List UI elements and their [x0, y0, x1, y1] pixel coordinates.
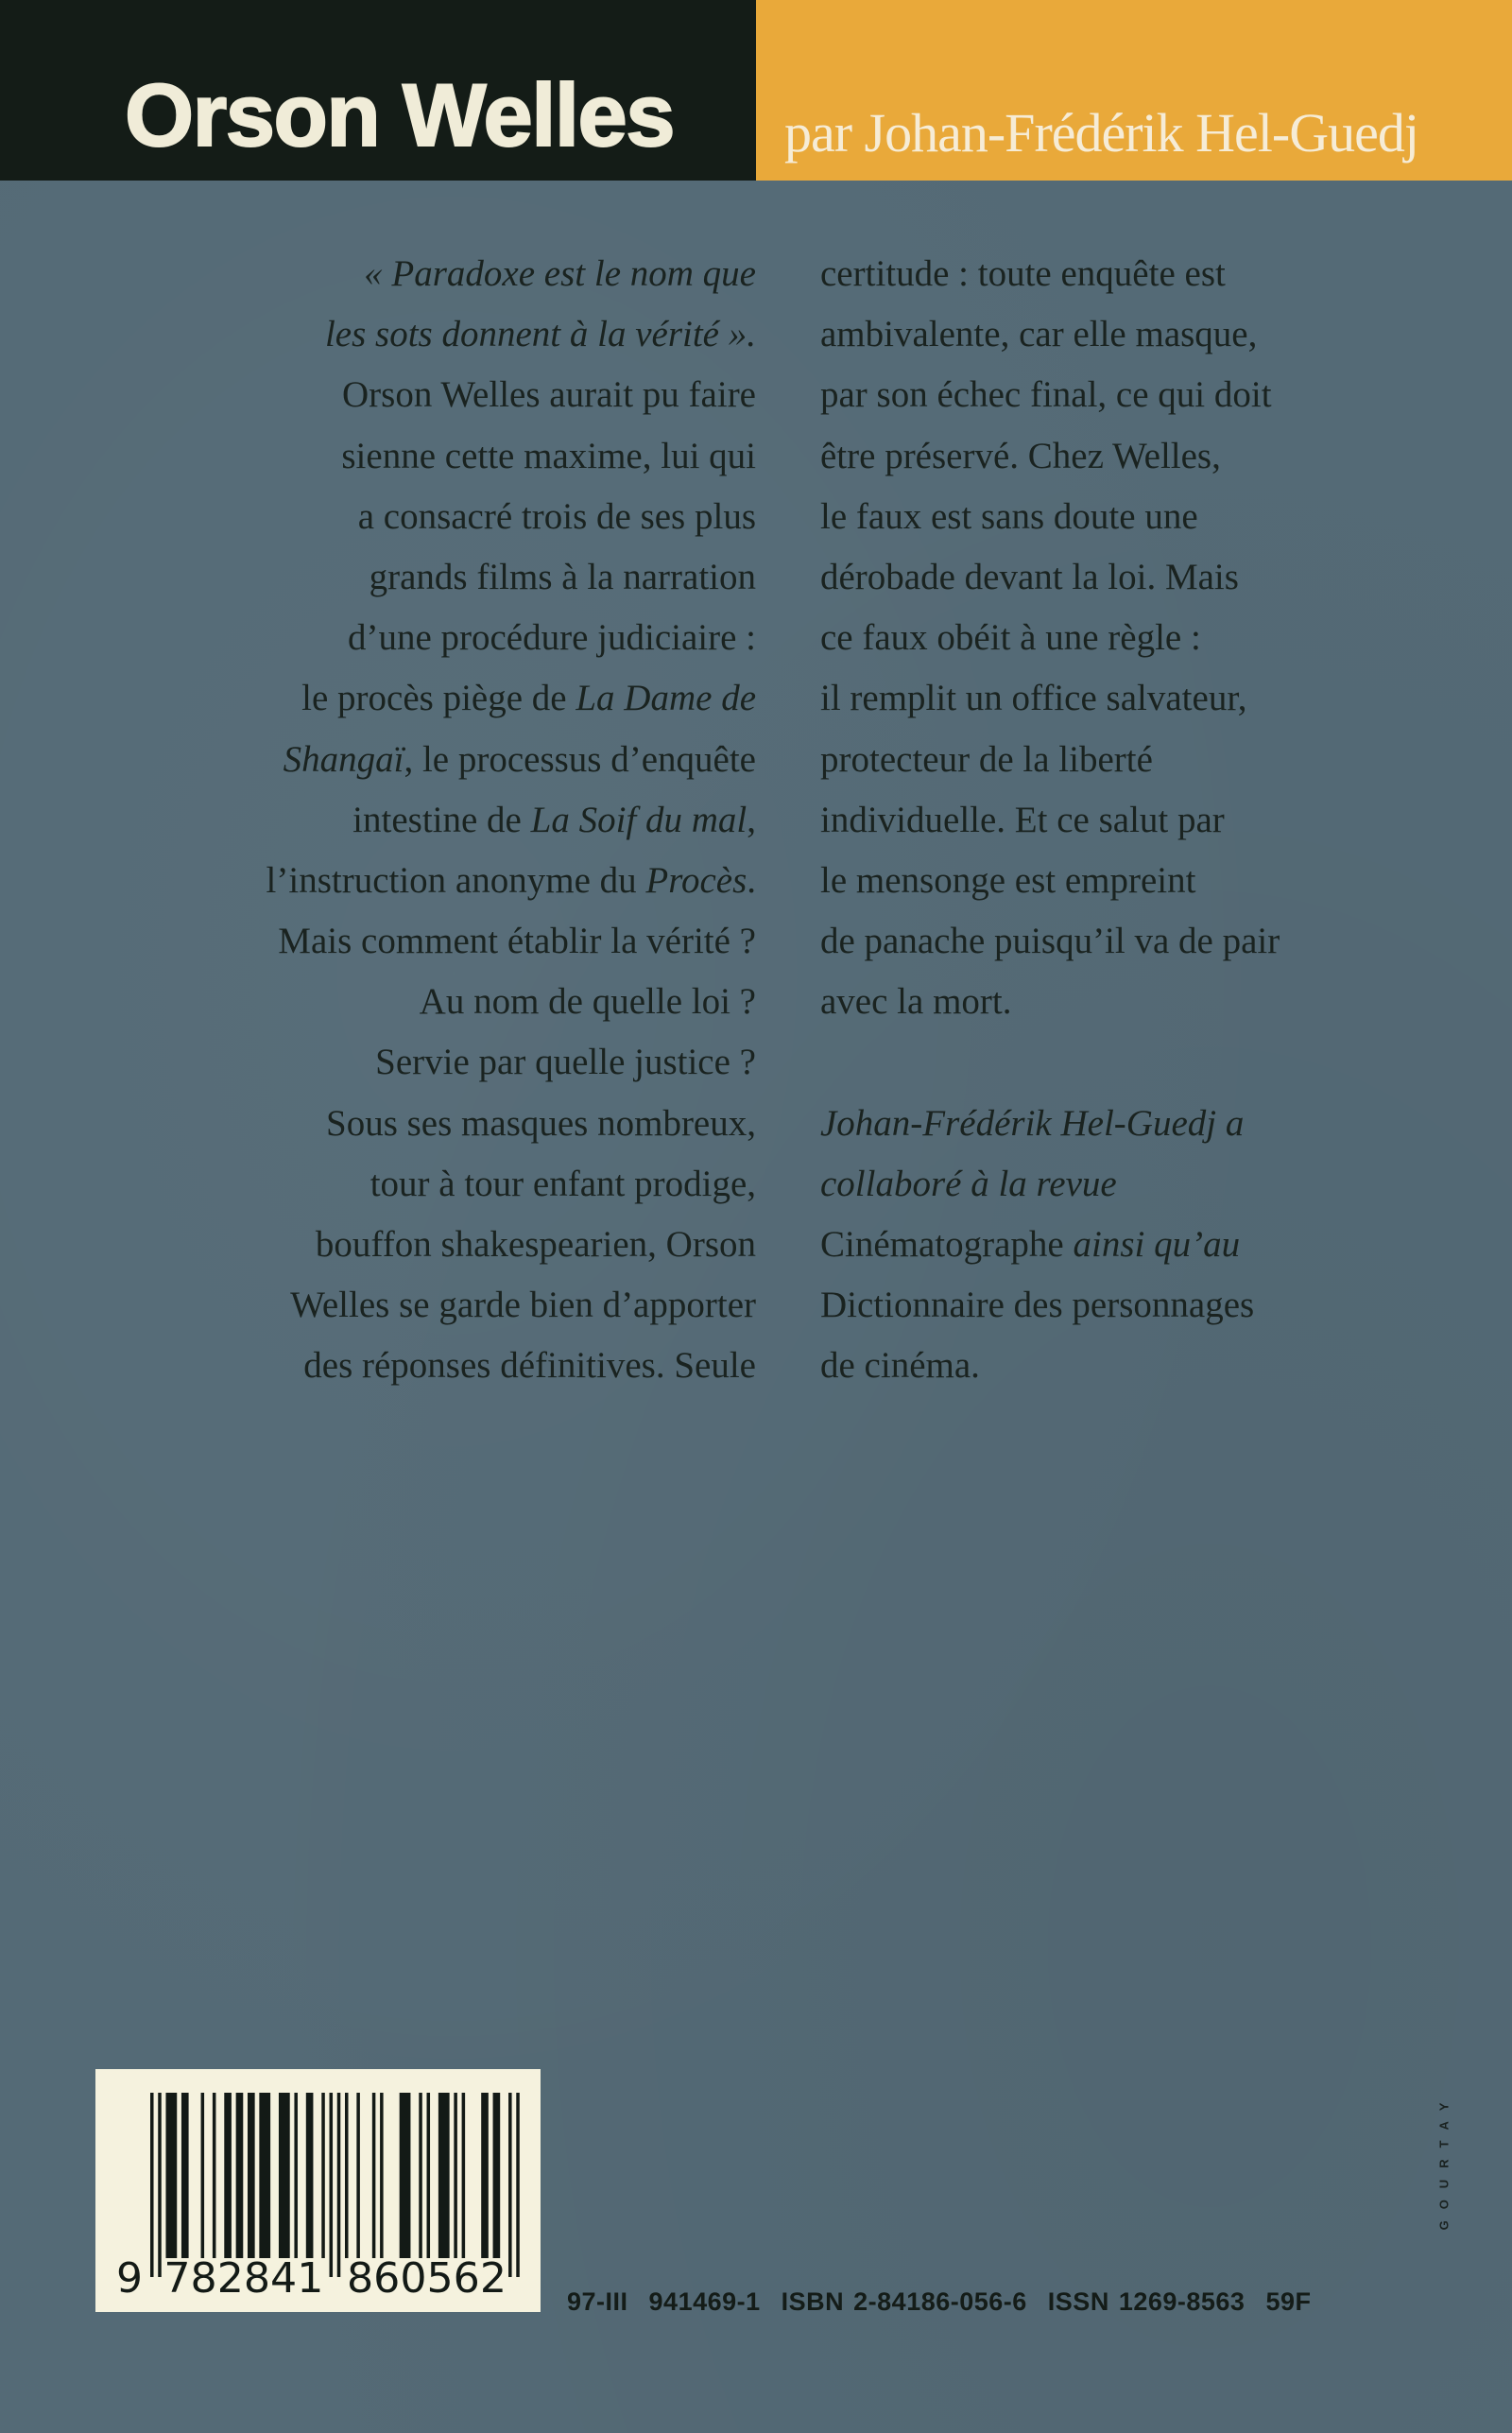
- barcode-bar: [337, 2093, 341, 2277]
- barcode-bar: [508, 2093, 512, 2277]
- barcode-bar: [181, 2093, 189, 2258]
- barcode-bar: [248, 2093, 255, 2258]
- barcode-bar: [236, 2093, 244, 2258]
- text-line: [266, 730, 756, 790]
- text-line: [820, 608, 1280, 668]
- book-title: Orson Welles: [125, 65, 675, 164]
- barcode-bar: [438, 2093, 450, 2258]
- barcode-digits: 860562: [347, 2254, 507, 2303]
- blurb-left-column: [266, 244, 756, 1397]
- italic-text: les sots donnent à la vérité ».: [324, 314, 756, 355]
- text-line: [266, 1275, 756, 1336]
- barcode-bar: [306, 2093, 314, 2258]
- barcode-bars: [95, 2069, 541, 2312]
- italic-text: La Soif du mal: [530, 799, 747, 840]
- publication-code: ISSN 1269-8563: [1047, 2287, 1246, 2316]
- text-line: [266, 547, 756, 608]
- barcode-digits: 782841: [163, 2254, 324, 2303]
- text-line: [266, 304, 756, 365]
- text-line: [820, 851, 1280, 911]
- italic-text: Procès: [645, 859, 747, 901]
- italic-text: ainsi qu’au: [1073, 1224, 1241, 1265]
- text: sienne cette maxime, lui qui: [341, 435, 756, 476]
- italic-text: La Dame de: [576, 678, 756, 719]
- text-line: [820, 1094, 1280, 1154]
- text: par son échec final, ce qui doit: [820, 374, 1272, 416]
- barcode-bar: [330, 2093, 334, 2277]
- barcode-digits: 9: [116, 2254, 143, 2303]
- text: ,: [747, 799, 756, 840]
- paragraph-gap: [820, 1032, 1280, 1093]
- publication-codes: [567, 2287, 1311, 2316]
- text-line: [820, 730, 1280, 790]
- italic-text: Johan-Frédérik Hel-Guedj a: [820, 1102, 1245, 1144]
- text-line: [266, 1154, 756, 1215]
- text: bouffon shakespearien, Orson: [315, 1224, 756, 1265]
- text-line: [820, 1154, 1280, 1215]
- text: le procès piège de: [301, 678, 576, 719]
- text-line: [266, 972, 756, 1032]
- text-line: [820, 487, 1280, 547]
- text: Au nom de quelle loi ?: [419, 981, 756, 1023]
- text-line: [266, 426, 756, 487]
- barcode-bar: [165, 2093, 177, 2258]
- barcode-bar: [213, 2093, 216, 2258]
- text-line: [820, 790, 1280, 851]
- publication-code: 941469-1: [648, 2287, 761, 2316]
- text: de cinéma.: [820, 1345, 980, 1387]
- blurb-right-column: [820, 244, 1280, 1397]
- barcode-bar: [279, 2093, 290, 2258]
- isbn-barcode: [95, 2069, 541, 2312]
- text-line: [266, 851, 756, 911]
- text-line: [266, 608, 756, 668]
- book-author: par Johan-Frédérik Hel-Guedj: [784, 102, 1418, 164]
- text-line: [820, 668, 1280, 729]
- barcode-bar: [321, 2093, 325, 2258]
- text: de panache puisqu’il va de pair: [820, 921, 1280, 962]
- publication-code: 59F: [1265, 2287, 1312, 2316]
- text: Orson Welles aurait pu faire: [342, 374, 756, 416]
- barcode-bar: [481, 2093, 489, 2258]
- design-credit-text: GOURTAY: [1436, 2091, 1452, 2231]
- text: grands films à la narration: [369, 556, 756, 597]
- text-line: [266, 365, 756, 425]
- text-line: [820, 365, 1280, 425]
- barcode-bar: [259, 2093, 270, 2258]
- barcode-bar: [158, 2093, 162, 2277]
- text-line: [266, 668, 756, 729]
- barcode-bar: [493, 2093, 501, 2258]
- text: Servie par quelle justice ?: [375, 1042, 756, 1083]
- text: Welles se garde bien d’apporter: [290, 1285, 756, 1326]
- barcode-bar: [356, 2093, 360, 2258]
- text: l’instruction anonyme du: [266, 859, 646, 901]
- barcode-bar: [345, 2093, 349, 2258]
- text: individuelle. Et ce salut par: [820, 799, 1225, 840]
- text-line: [820, 911, 1280, 972]
- text: protecteur de la liberté: [820, 738, 1153, 780]
- text: le mensonge est empreint: [820, 859, 1196, 901]
- text-line: [266, 244, 756, 304]
- italic-text: collaboré à la revue: [820, 1163, 1117, 1204]
- text-line: [820, 1336, 1280, 1396]
- text: il remplit un office salvateur,: [820, 678, 1247, 719]
- text-line: [820, 426, 1280, 487]
- italic-text: « Paradoxe est le nom que: [364, 253, 756, 294]
- text-line: [820, 1275, 1280, 1336]
- text: Sous ses masques nombreux,: [326, 1102, 756, 1144]
- text: être préservé. Chez Welles,: [820, 435, 1221, 476]
- author-bio: [820, 1094, 1280, 1397]
- text-line: [266, 1032, 756, 1093]
- text: d’une procédure judiciaire :: [347, 617, 756, 659]
- barcode-bar: [372, 2093, 376, 2258]
- text-line: [266, 790, 756, 851]
- text-line: [266, 1215, 756, 1275]
- italic-text: Shangaï: [283, 738, 404, 780]
- text: des réponses définitives. Seule: [303, 1345, 756, 1387]
- barcode-bar: [224, 2093, 232, 2258]
- text: , le processus d’enquête: [404, 738, 756, 780]
- barcode-bar: [454, 2093, 457, 2258]
- text-line: [266, 1094, 756, 1154]
- barcode-bar: [427, 2093, 431, 2258]
- text: avec la mort.: [820, 981, 1012, 1023]
- text-line: [820, 244, 1280, 304]
- barcode-bar: [201, 2093, 205, 2258]
- text-line: [820, 972, 1280, 1032]
- text: dérobade devant la loi. Mais: [820, 556, 1239, 597]
- text: .: [747, 859, 756, 901]
- text-line: [820, 547, 1280, 608]
- text: a consacré trois de ses plus: [357, 495, 756, 537]
- publication-code: 97-III: [567, 2287, 628, 2316]
- barcode-bar: [294, 2093, 298, 2258]
- barcode-bar: [150, 2093, 154, 2277]
- text: ce faux obéit à une règle :: [820, 617, 1201, 659]
- barcode-bar: [380, 2093, 384, 2258]
- publication-code: ISBN 2-84186-056-6: [781, 2287, 1027, 2316]
- barcode-bar: [419, 2093, 422, 2258]
- text: Mais comment établir la vérité ?: [278, 921, 756, 962]
- text: Cinématographe: [820, 1224, 1074, 1265]
- text-line: [820, 304, 1280, 365]
- text-line: [820, 1215, 1280, 1275]
- text: tour à tour enfant prodige,: [369, 1163, 756, 1204]
- text: certitude : toute enquête est: [820, 253, 1226, 294]
- text: Dictionnaire des personnages: [820, 1285, 1255, 1326]
- text: ambivalente, car elle masque,: [820, 314, 1258, 355]
- text-line: [266, 911, 756, 972]
- text: intestine de: [352, 799, 531, 840]
- text-line: [266, 487, 756, 547]
- text-line: [266, 1336, 756, 1396]
- text: le faux est sans doute une: [820, 495, 1198, 537]
- barcode-bar: [462, 2093, 466, 2258]
- barcode-bar: [400, 2093, 411, 2258]
- barcode-bar: [516, 2093, 520, 2277]
